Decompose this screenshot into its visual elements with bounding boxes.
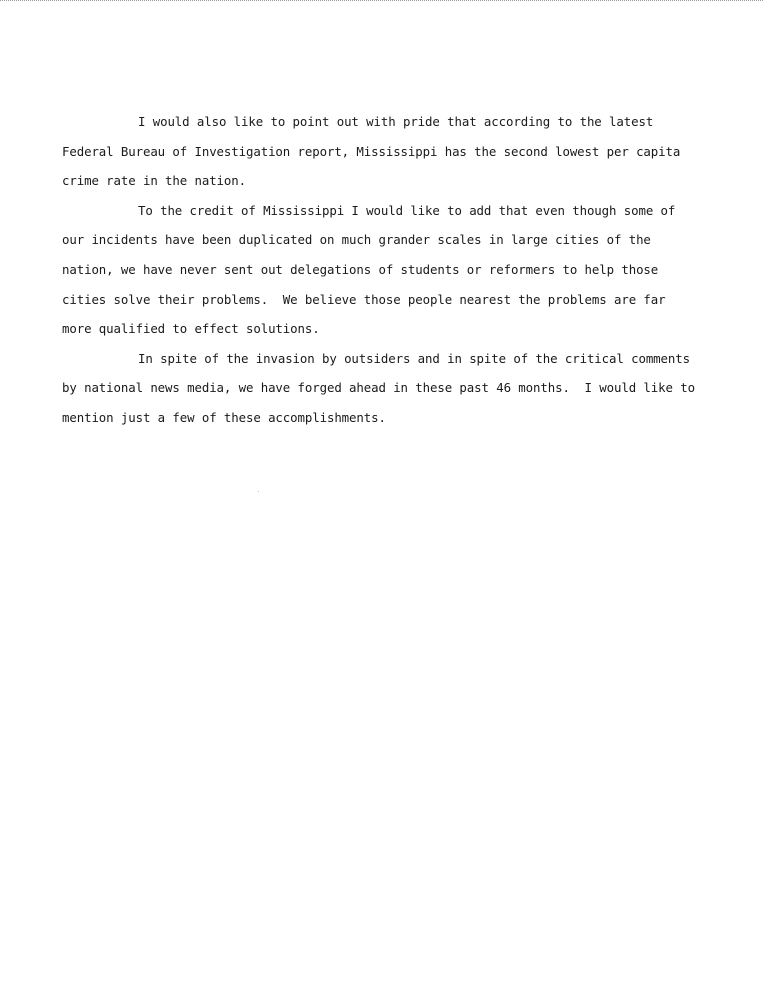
paragraph-line: by national news media, we have forged ahead in these past 46 months. I would like to <box>62 380 695 396</box>
paragraph-3 <box>62 344 722 433</box>
paragraph-1 <box>62 107 722 196</box>
paragraph-line: nation, we have never sent out delegations of students or reformers to help those <box>62 261 659 277</box>
paragraph-line: Federal Bureau of Investigation report, Mississippi has the second lowest per capita <box>62 143 681 159</box>
paragraph-line: our incidents have been duplicated on much grander scales in large cities of the <box>62 232 651 248</box>
paragraph-line: more qualified to effect solutions. <box>62 321 320 337</box>
page-top-edge <box>0 0 763 1</box>
paragraph-line: crime rate in the nation. <box>62 173 246 189</box>
paragraph-line: To the credit of Mississippi I would like to add that even though some of <box>138 202 676 218</box>
paragraph-line: In spite of the invasion by outsiders and in spite of the critical comments <box>138 350 690 366</box>
paragraph-line: mention just a few of these accomplishments. <box>62 409 386 425</box>
paragraph-line: cities solve their problems. We believe those people nearest the problems are far <box>62 291 666 307</box>
paragraph-2 <box>62 196 722 344</box>
paper-speck <box>258 491 259 492</box>
paragraph-line: I would also like to point out with pride that according to the latest <box>138 114 654 129</box>
typed-page-body <box>62 107 722 433</box>
